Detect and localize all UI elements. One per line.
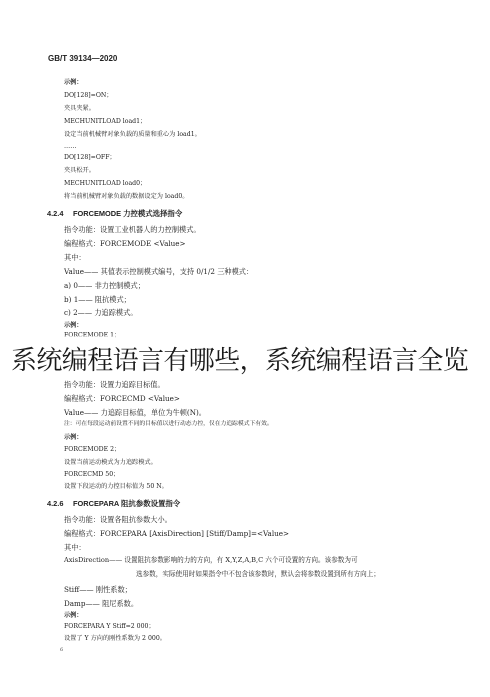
section-heading-4-2-4 — [47, 210, 182, 217]
text-line: 编程格式：FORCEPARA [AxisDirection] [Stiff/Damp]=<Value> — [64, 529, 290, 538]
example-label: 示例： — [64, 612, 83, 619]
section-number: 4.2.4 — [47, 209, 64, 218]
text-line: AxisDirection—— 设置阻抗参数影响的力的方向，有 X,Y,Z,A,B,C 六个可设置的方向。该参数为可 — [64, 556, 358, 564]
text-line: 指令功能：设置工业机器人的力控制模式。 — [64, 225, 201, 234]
text-line: Damp—— 阻尼系数。 — [64, 599, 139, 608]
text-line: MECHUNITLOAD load0； — [64, 180, 147, 187]
text-line: 夹具松开。 — [64, 167, 95, 174]
section-heading-4-2-6 — [47, 500, 180, 507]
list-item: b) 1—— 阻抗模式； — [64, 295, 131, 304]
text-line: …… — [64, 143, 77, 150]
text-line: 编程格式：FORCEMODE <Value> — [64, 239, 186, 248]
text-line: FORCEMODE 2； — [64, 446, 121, 453]
text-line: FORCEPARA Y Stiff=2 000； — [64, 623, 155, 630]
text-line: Value—— 力追踪目标值，单位为牛顿(N)。 — [64, 408, 206, 417]
text-line: DO[128]=OFF； — [64, 154, 116, 161]
text-line: 指令功能：设置力追踪目标值。 — [64, 380, 165, 389]
text-line: 编程格式：FORCECMD <Value> — [64, 394, 180, 403]
note-line: 注：可在每段运动前设置不同的目标值以进行动态力控，仅在力追踪模式下有效。 — [64, 421, 273, 427]
text-line: FORCECMD 50； — [64, 471, 120, 478]
page-number: 6 — [60, 647, 64, 653]
list-item: c) 2—— 力追踪模式。 — [64, 308, 138, 317]
example-label: 示例： — [64, 79, 83, 86]
text-line: 其中： — [64, 543, 86, 552]
section-title: FORCEPARA 阻抗参数设置指令 — [73, 499, 181, 508]
example-label: 示例： — [64, 434, 83, 441]
text-line: 设定当前机械臂对象负载的质量和重心为 load1。 — [64, 131, 201, 138]
text-line: DO[128]=ON； — [64, 92, 113, 99]
list-item: a) 0—— 非力控制模式； — [64, 281, 145, 290]
text-line: Stiff—— 刚性系数； — [64, 585, 132, 594]
text-line: 设置了 Y 方向的刚性系数为 2 000。 — [64, 635, 166, 642]
example-label: 示例： — [64, 322, 83, 329]
section-number: 4.2.6 — [47, 499, 64, 508]
text-line: 指令功能：设置各阻抗参数大小。 — [64, 515, 172, 524]
section-title: FORCEMODE 力控模式选择指令 — [73, 209, 183, 218]
text-line: 设置下段运动的力控目标值为 50 N。 — [64, 483, 168, 490]
overlay-title: 系统编程语言有哪些，系统编程语言全览 — [11, 346, 469, 376]
text-line: 将当前机械臂对象负载的数据设定为 load0。 — [64, 193, 189, 200]
text-line: MECHUNITLOAD load1； — [64, 118, 147, 125]
text-line: 其中： — [64, 253, 86, 262]
text-line: 选参数，实际使用时如果指令中不包含该参数时，默认会将参数设置到所有方向上； — [136, 570, 380, 578]
text-line: Value—— 其值表示控制模式编号，支持 0/1/2 三种模式： — [64, 267, 254, 276]
text-line: 夹具夹紧。 — [64, 105, 95, 112]
standard-number: GB/T 39134—2020 — [48, 54, 118, 63]
text-line: 设置当前运动模式为力追踪模式。 — [64, 459, 157, 466]
